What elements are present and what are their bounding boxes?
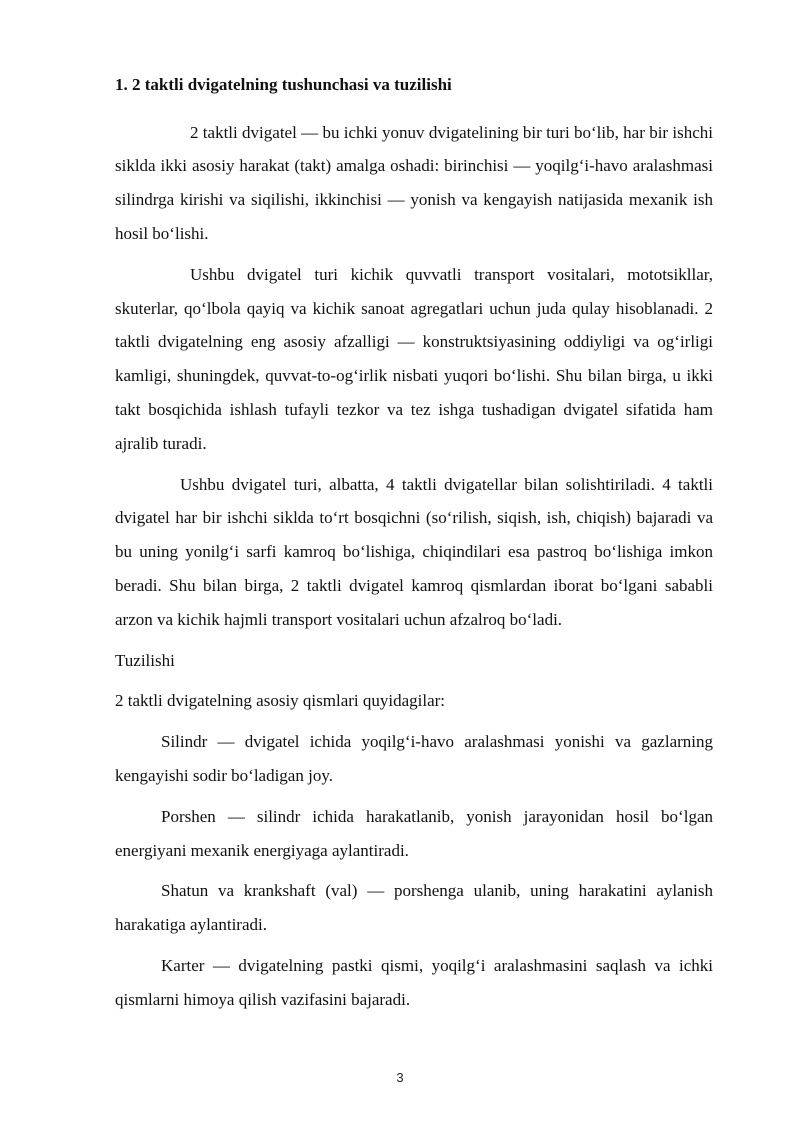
part-crankshaft: Shatun va krankshaft (val) — porshenga ulanib, uning harakatini aylanish harakatiga aylantiradi. bbox=[115, 881, 713, 935]
document-page bbox=[115, 73, 713, 1024]
part-crankcase: Karter — dvigatelning pastki qismi, yoqilg‘i aralashmasini saqlash va ichki qismlarni himoya qilish vazifasini bajaradi. bbox=[115, 955, 713, 1009]
parts-intro: 2 taktli dvigatelning asosiy qismlari quyidagilar: bbox=[115, 691, 446, 711]
paragraph-definition: 2 taktli dvigatel — bu ichki yonuv dvigatelining bir turi bo‘lib, har bir ishchi siklda ikki asosiy harakat (takt) amalga oshadi: birinchisi — yoqilg‘i-havo aralashmasi silindrga kirishi va siqilishi, ikkinchisi — yonish va kengayish natijasida mexanik ish hosil bo‘lishi. bbox=[115, 122, 713, 244]
section-heading: 1. 2 taktli dvigatelning tushunchasi va tuzilishi bbox=[115, 75, 452, 94]
paragraph-usage: Ushbu dvigatel turi kichik quvvatli transport vositalari, mototsikllar, skuterlar, qo‘lbola qayiq va kichik sanoat agregatlari uchun juda qulay hisoblanadi. 2 taktli dvigatelning eng asosiy afzalligi — konstruktsiyasining oddiyligi va og‘irligi kamligi, shuningdek, quvvat-to-og‘irlik nisbati yuqori bo‘lishi. Shu bilan birga, u ikki takt bosqichida ishlash tufayli tezkor va tez ishga tushadigan dvigatel sifatida ham ajralib turadi. bbox=[115, 264, 713, 453]
page-number: 3 bbox=[396, 1070, 404, 1085]
paragraph-comparison: Ushbu dvigatel turi, albatta, 4 taktli dvigatellar bilan solishtiriladi. 4 taktli dvigatel har bir ishchi siklda to‘rt bosqichni (so‘rilish, siqish, ish, chiqish) bajaradi va bu uning yonilg‘i sarfi kamroq bo‘lishiga, chiqindilari esa pastroq bo‘lishiga imkon beradi. Shu bilan birga, 2 taktli dvigatel kamroq qismlardan iborat bo‘lgani sababli arzon va kichik hajmli transport vositalari uchun afzalroq bo‘ladi. bbox=[115, 474, 713, 629]
part-cylinder: Silindr — dvigatel ichida yoqilg‘i-havo aralashmasi yonishi va gazlarning kengayishi sodir bo‘ladigan joy. bbox=[115, 732, 713, 785]
part-piston: Porshen — silindr ichida harakatlanib, yonish jarayonidan hosil bo‘lgan energiyani mexanik energiyaga aylantiradi. bbox=[115, 806, 713, 860]
subheading-structure: Tuzilishi bbox=[115, 650, 175, 670]
